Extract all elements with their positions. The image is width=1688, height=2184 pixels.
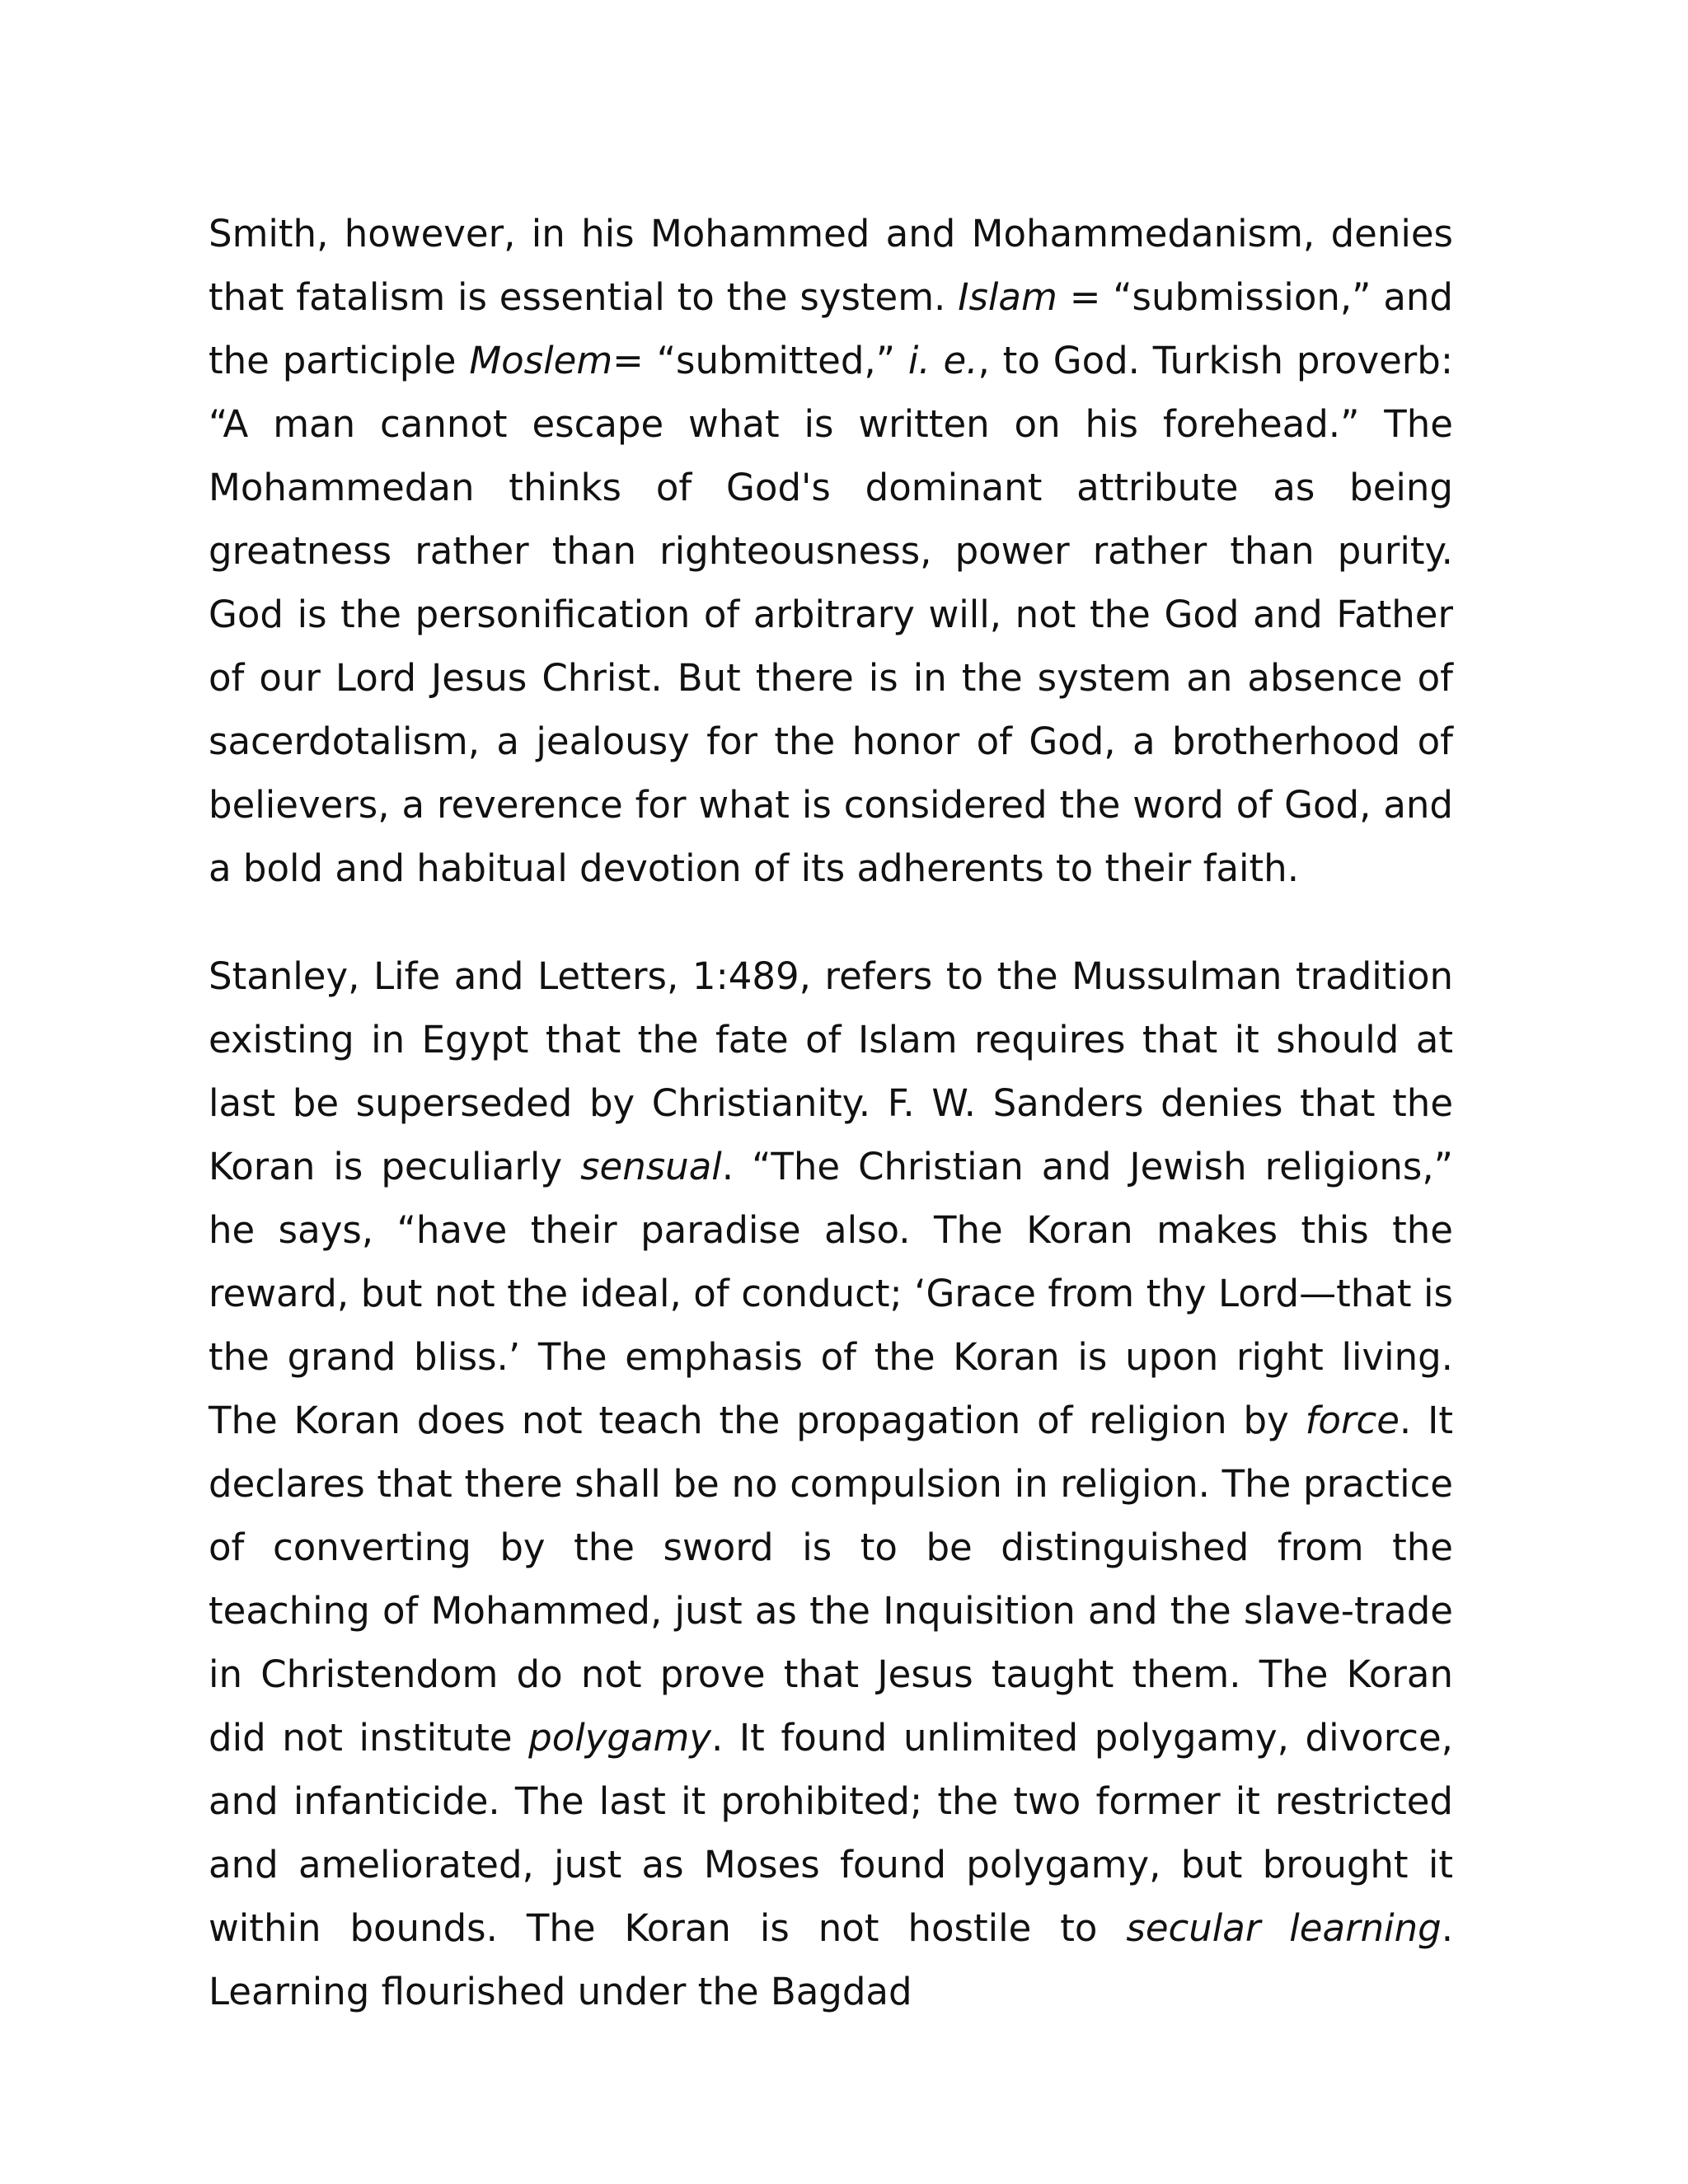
paragraph-1 [209,202,1453,900]
text-segment: . It found unlimited polygamy, divorce, and infanticide. The last it prohibited; the two former it restricted and ameliorated, just as Moses found polygamy, but brought it within bounds. The Koran is not hostile to [209,1716,1453,1950]
italic-term-sensual: sensual [580,1145,722,1188]
italic-term-polygamy: polygamy [528,1716,712,1760]
italic-term-secular-learning: secular learning [1126,1906,1442,1950]
text-segment: . It declares that there shall be no compulsion in religion. The practice of converting by the sword is to be distinguished from the teaching of Mohammed, just as the Inquisition and the slave-trade in Christendom do not prove that Jesus taught them. The Koran did not institute [209,1399,1453,1760]
italic-term-force: force [1305,1399,1400,1442]
text-segment: Stanley, Life and Letters, 1:489, refers to the Mussulman tradition existing in Egypt that the fate of Islam requires that it should at last be superseded by Christianity. F. W. Sanders denies that the Koran is peculiarly [209,954,1453,1188]
text-segment: . Learning flourished under the Bagdad [209,1906,1453,2013]
text-segment: Smith, however, in his Mohammed and Mohammedanism, denies that fatalism is essential to the system. [209,212,1453,319]
text-segment: = “submitted,” [612,339,908,382]
italic-term-moslem: Moslem [469,339,613,382]
paragraph-2 [209,944,1453,2023]
italic-term-ie: i. e. [907,339,978,382]
text-segment: , to God. Turkish proverb: “A man cannot escape what is written on his forehead.” The Mohammedan thinks of God's dominant attribute as being greatness rather than righteousness, power rather than purity. God is the personification of arbitrary will, not the God and Father of our Lord Jesus Christ. But there is in the system an absence of sacerdotalism, a jealousy for the honor of God, a brotherhood of believers, a reverence for what is considered the word of God, and a bold and habitual devotion of its adherents to their faith. [209,339,1453,890]
text-segment: = “submission,” and the participle [209,275,1453,382]
document-page [209,202,1453,2023]
italic-term-islam: Islam [958,275,1057,319]
text-segment: . “The Christian and Jewish religions,” he says, “have their paradise also. The Koran makes this the reward, but not the ideal, of conduct; ‘Grace from thy Lord—that is the grand bliss.’ The emphasis of the Koran is upon right living. The Koran does not teach the propagation of religion by [209,1145,1453,1442]
